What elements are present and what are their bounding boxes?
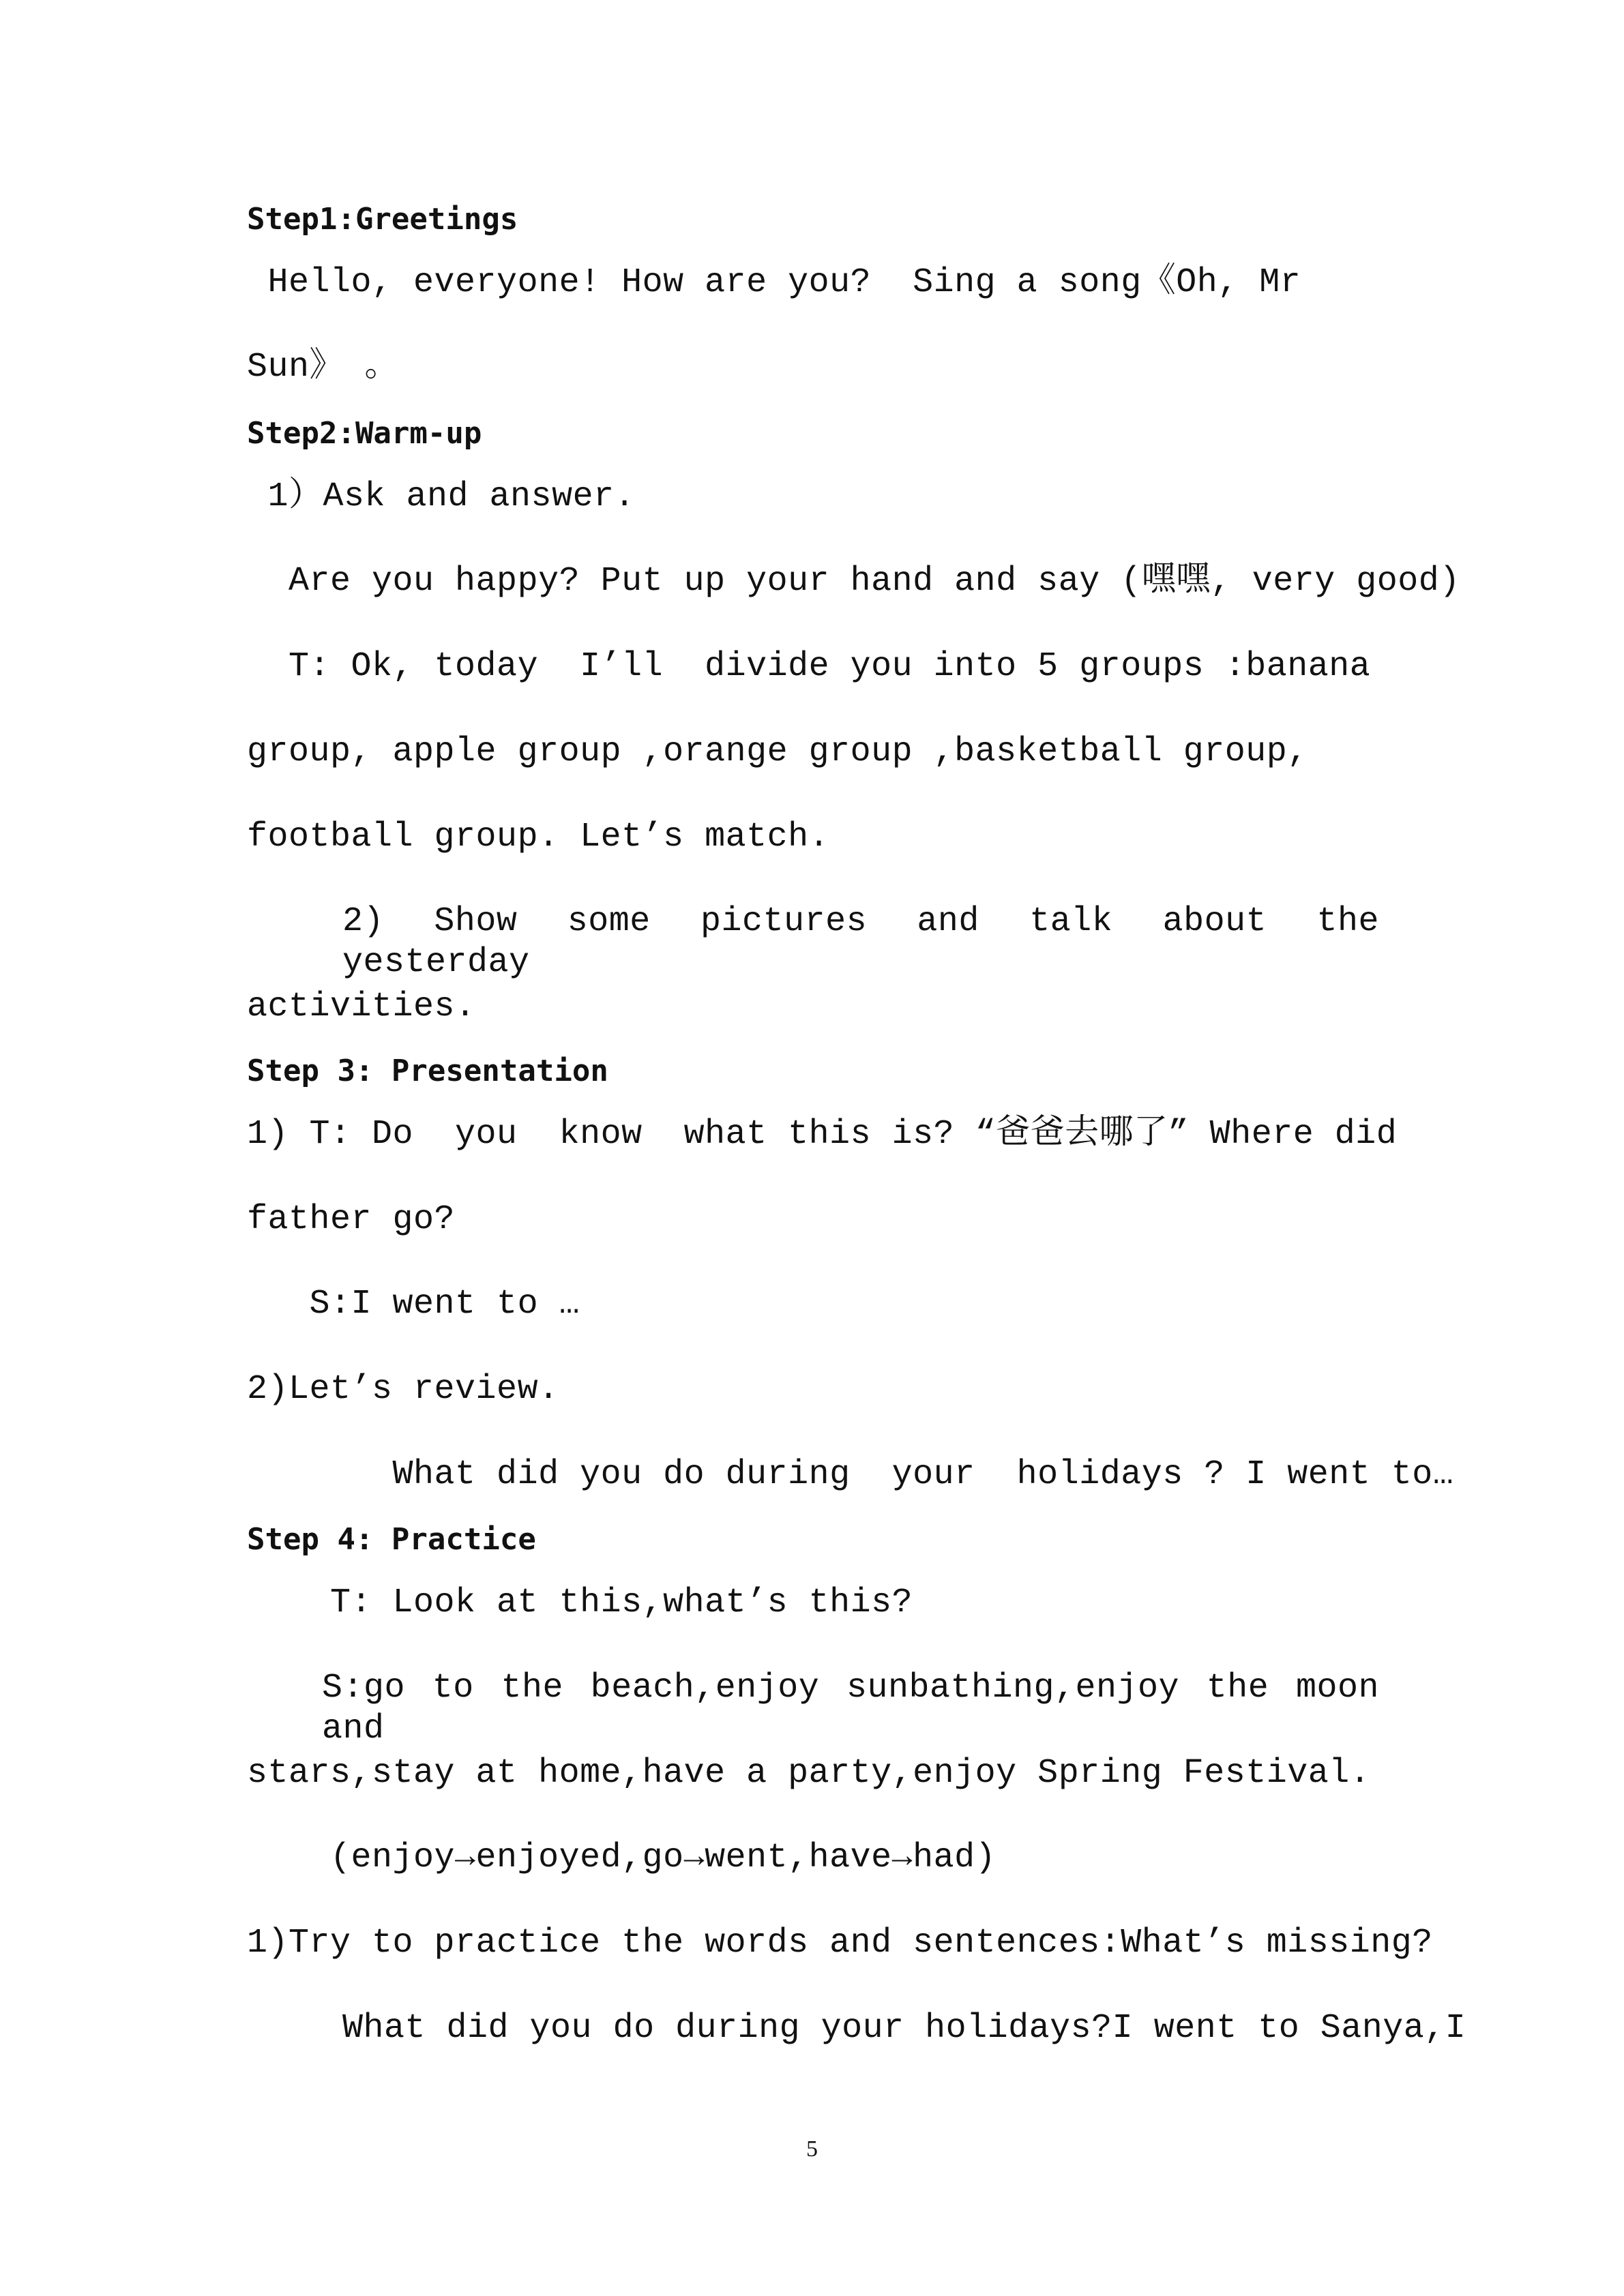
step4-line-1: T: Look at this,what’s this?: [247, 1583, 913, 1622]
step2-line-1: 1）Ask and answer.: [247, 477, 636, 516]
step2-line-6: 2) Show some pictures and talk about the yesterday: [342, 902, 1379, 982]
step4-line-5: 1)Try to practice the words and sentences:What’s missing?: [247, 1924, 1433, 1963]
step1-line-1: Hello, everyone! How are you? Sing a song《Oh, Mr: [247, 263, 1301, 302]
step4-line-6: What did you do during your holidays?I went to Sanya,I: [342, 2009, 1466, 2048]
step4-line-2: S:go to the beach,enjoy sunbathing,enjoy the moon and: [322, 1669, 1379, 1748]
step3-line-2: father go?: [247, 1200, 456, 1239]
step4-line-4: (enjoy→enjoyed,go→went,have→had): [247, 1838, 996, 1877]
step4-heading: Step 4: Practice: [247, 1522, 536, 1557]
step4-line-3: stars,stay at home,have a party,enjoy Spring Festival.: [247, 1754, 1371, 1793]
step2-line-3: T: Ok, today I’ll divide you into 5 groups :banana: [247, 647, 1371, 686]
step2-line-5: football group. Let’s match.: [247, 818, 830, 856]
page-number: 5: [806, 2136, 818, 2162]
step3-line-1: 1) T: Do you know what this is? “爸爸去哪了” Where did: [247, 1115, 1398, 1154]
step1-line-2: Sun》 。: [247, 348, 400, 387]
step3-line-3: S:I went to …: [247, 1285, 580, 1324]
step3-heading: Step 3: Presentation: [247, 1054, 608, 1088]
step2-heading: Step2:Warm-up: [247, 416, 482, 451]
step2-line-7: activities.: [247, 987, 476, 1026]
step2-line-4: group, apple group ,orange group ,basketball group,: [247, 732, 1308, 771]
step3-line-4: 2)Let’s review.: [247, 1370, 559, 1409]
step1-heading: Step1:Greetings: [247, 202, 518, 237]
step3-line-5: What did you do during your holidays ? I went to…: [247, 1455, 1454, 1494]
step2-line-2: Are you happy? Put up your hand and say (嘿嘿, very good): [247, 562, 1460, 601]
